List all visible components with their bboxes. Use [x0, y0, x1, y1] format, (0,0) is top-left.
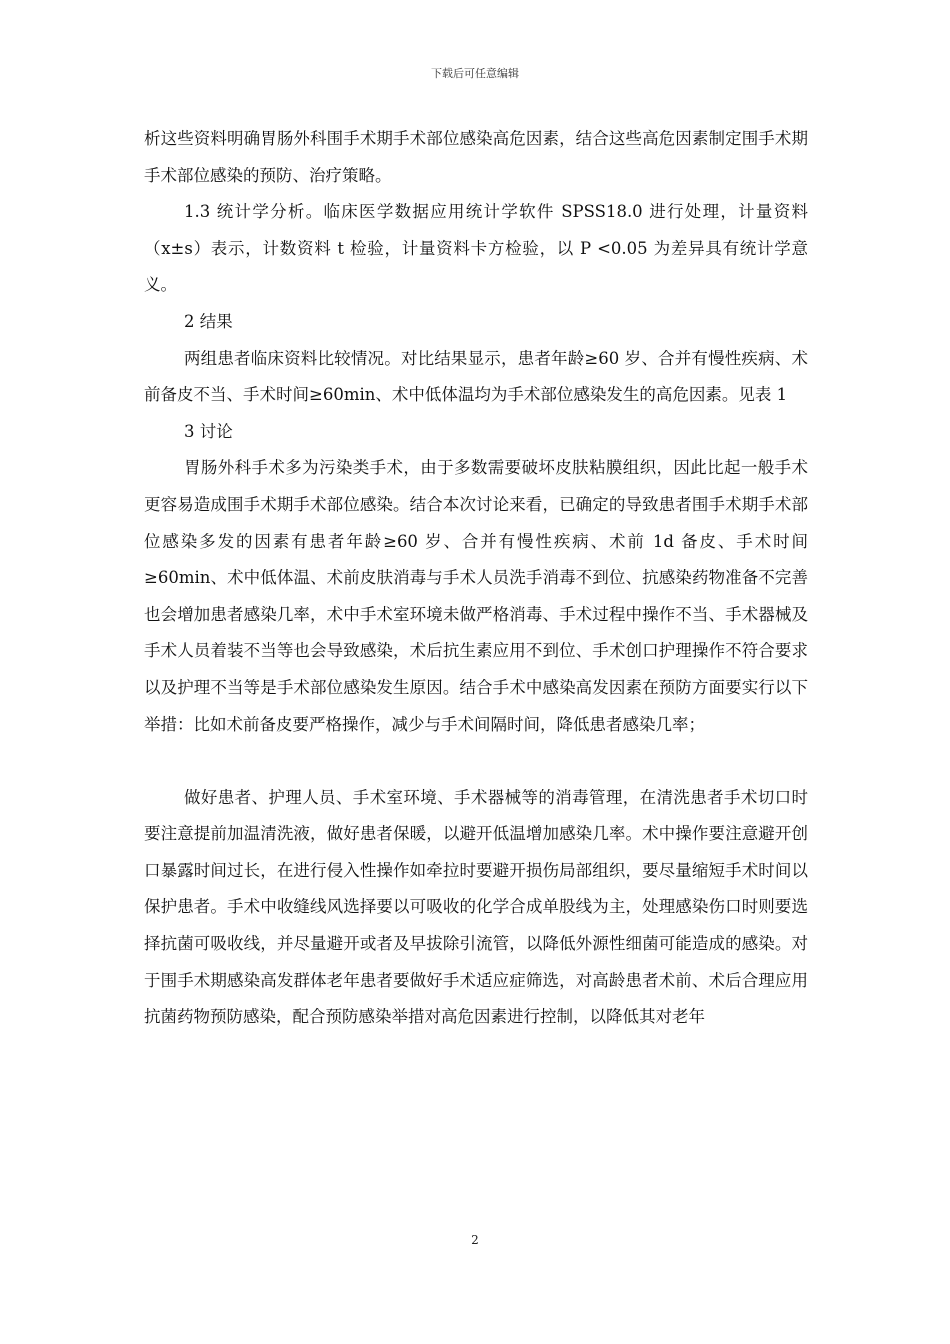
page-header: 下载后可任意编辑	[431, 67, 519, 80]
paragraph-gap	[144, 743, 808, 780]
paragraph-prevention: 做好患者、护理人员、手术室环境、手术器械等的消毒管理，在清洗患者手术切口时要注意提前加温清洗液，做好患者保暖，以避开低温增加感染几率。术中操作要注意避开创口暴露时间过长，在进行侵入性操作如牵拉时要避开损伤局部组织，要尽量缩短手术时间以保护患者。手术中收缝线风选择要以可吸收的化学合成单股线为主，处理感染伤口时则要选择抗菌可吸收线，并尽量避开或者及早拔除引流管，以降低外源性细菌可能造成的感染。对于围手术期感染高发群体老年患者要做好手术适应症筛选，对高龄患者术前、术后合理应用抗菌药物预防感染，配合预防感染举措对高危因素进行控制，以降低其对老年	[144, 787, 808, 1027]
document-body	[144, 121, 808, 1036]
paragraph-discussion: 胃肠外科手术多为污染类手术，由于多数需要破坏皮肤粘膜组织，因此比起一般手术更容易造成围手术期手术部位感染。结合本次讨论来看，已确定的导致患者围手术期手术部位感染多发的因素有患者年龄≥60 岁、合并有慢性疾病、术前 1d 备皮、手术时间≥60min、术中低体温、术前皮肤消毒与手术人员洗手消毒不到位、抗感染药物准备不完善也会增加患者感染几率，术中手术室环境未做严格消毒、手术过程中操作不当、手术器械及手术人员着装不当等也会导致感染，术后抗生素应用不到位、手术创口护理操作不符合要求以及护理不当等是手术部位感染发生原因。结合手术中感染高发因素在预防方面要实行以下举措：比如术前备皮要严格操作，减少与手术间隔时间，降低患者感染几率；	[144, 458, 808, 734]
heading-results: 2 结果	[184, 311, 233, 331]
paragraph-results: 两组患者临床资料比较情况。对比结果显示，患者年龄≥60 岁、合并有慢性疾病、术前备皮不当、手术时间≥60min、术中低体温均为手术部位感染发生的高危因素。见表 1	[144, 348, 808, 405]
heading-discussion: 3 讨论	[184, 421, 233, 441]
paragraph-continuation: 析这些资料明确胃肠外科围手术期手术部位感染高危因素，结合这些高危因素制定围手术期手术部位感染的预防、治疗策略。	[144, 129, 808, 185]
paragraph-statistics: 1.3 统计学分析。临床医学数据应用统计学软件 SPSS18.0 进行处理，计量资料（x±s）表示，计数资料 t 检验，计量资料卡方检验，以 P <0.05 为差异具有统计学意义。	[144, 202, 808, 295]
page-number: 2	[471, 1233, 479, 1247]
